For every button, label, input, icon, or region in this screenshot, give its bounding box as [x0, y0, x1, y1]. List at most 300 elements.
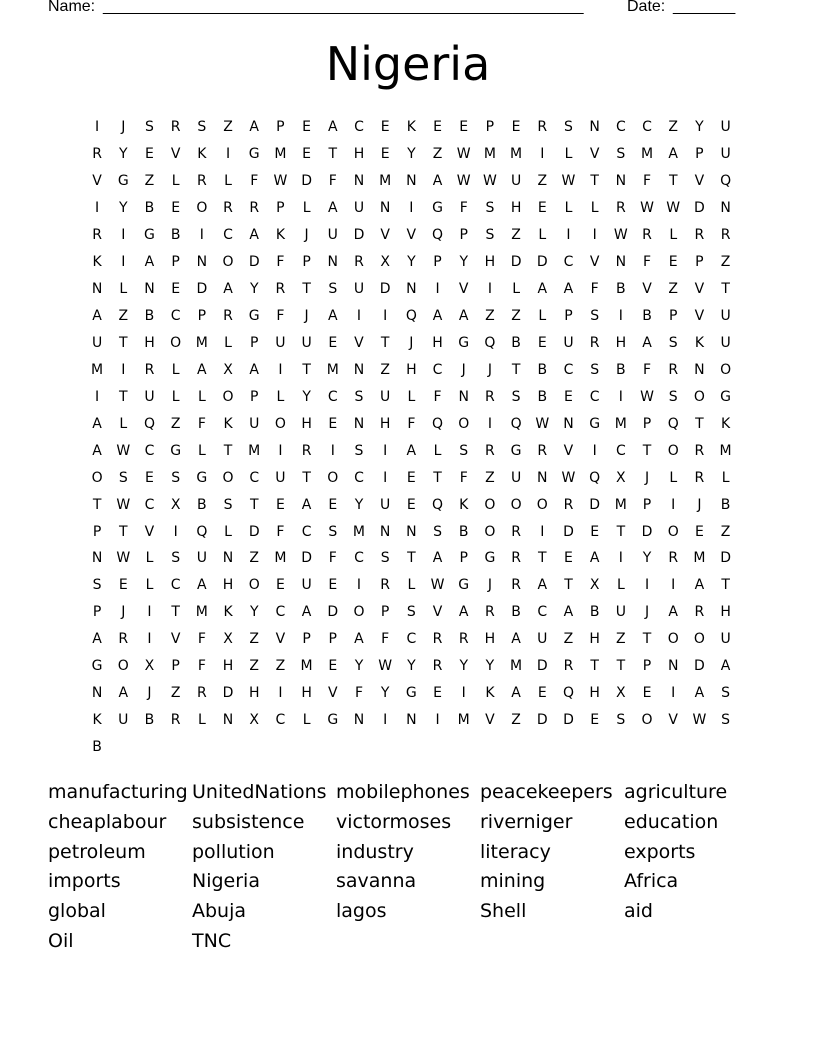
grid-letter: V: [589, 254, 600, 271]
page-title: Nigeria: [325, 37, 491, 91]
grid-letter: I: [173, 523, 178, 540]
header: [0, 0, 816, 18]
grid-letter: Z: [537, 173, 548, 190]
grid-letter: Z: [380, 361, 390, 378]
grid-letter: R: [694, 604, 705, 621]
grid-letter: O: [484, 523, 496, 540]
grid-letter: T: [642, 442, 652, 459]
grid-letter: Q: [562, 685, 574, 702]
grid-letter: K: [459, 496, 469, 513]
grid-letter: H: [301, 685, 312, 702]
grid-letter: D: [248, 254, 260, 271]
grid-letter: M: [91, 361, 104, 378]
grid-letter: F: [328, 173, 337, 190]
grid-letter: E: [302, 119, 312, 136]
grid-letter: N: [353, 173, 365, 190]
grid-letter: J: [147, 685, 152, 702]
grid-letter: S: [380, 550, 390, 567]
grid-letter: F: [250, 173, 259, 190]
grid-letter: Q: [720, 173, 732, 190]
grid-letter: C: [354, 119, 364, 136]
grid-letter: G: [91, 658, 103, 675]
grid-letter: X: [223, 361, 233, 378]
grid-letter: M: [510, 658, 523, 675]
grid-letter: I: [487, 415, 492, 432]
grid-letter: H: [248, 685, 260, 702]
grid-letter: Y: [302, 388, 311, 405]
grid-letter: V: [327, 685, 338, 702]
grid-letter: M: [510, 146, 523, 163]
grid-letter: D: [196, 281, 208, 298]
grid-letter: F: [590, 281, 599, 298]
grid-letter: V: [275, 631, 286, 648]
grid-letter: W: [640, 200, 654, 217]
grid-letter: K: [485, 685, 495, 702]
grid-letter: C: [563, 361, 574, 378]
grid-letter: W: [456, 173, 471, 190]
grid-letter: H: [144, 334, 155, 351]
grid-letter: F: [381, 631, 390, 648]
grid-letter: D: [379, 281, 391, 298]
grid-letter: H: [301, 415, 312, 432]
grid-letter: E: [537, 685, 547, 702]
word-list-item: pollution: [192, 840, 275, 863]
grid-letter: A: [511, 685, 521, 702]
grid-letter: F: [643, 361, 652, 378]
grid-letter: Z: [511, 308, 521, 325]
grid-letter: L: [407, 577, 416, 594]
grid-letter: I: [671, 496, 676, 513]
grid-letter: I: [540, 146, 545, 163]
grid-letter: T: [695, 415, 704, 432]
grid-letter: L: [616, 577, 625, 594]
grid-letter: R: [380, 577, 391, 594]
word-list-item: Abuja: [192, 900, 247, 923]
grid-letter: X: [223, 631, 233, 648]
grid-letter: Z: [668, 119, 679, 136]
grid-letter: L: [669, 469, 678, 486]
word-list-item: lagos: [336, 900, 387, 923]
grid-letter: K: [721, 415, 731, 432]
grid-letter: U: [537, 631, 548, 648]
grid-letter: Z: [432, 146, 443, 163]
grid-letter: Q: [432, 415, 444, 432]
grid-letter: I: [95, 388, 100, 405]
grid-letter: U: [118, 712, 129, 729]
grid-letter: R: [694, 469, 705, 486]
grid-letter: E: [380, 146, 390, 163]
grid-letter: I: [121, 254, 126, 271]
grid-letter: P: [459, 227, 468, 244]
grid-letter: D: [536, 658, 548, 675]
grid-letter: E: [668, 254, 678, 271]
grid-letter: U: [510, 173, 522, 190]
grid-letter: M: [457, 712, 470, 729]
grid-letter: Y: [459, 658, 468, 675]
grid-letter: J: [487, 577, 492, 594]
word-list-item: imports: [48, 870, 121, 893]
grid-letter: B: [144, 308, 155, 325]
grid-letter: P: [328, 631, 337, 648]
grid-letter: I: [566, 227, 571, 244]
grid-letter: C: [589, 388, 600, 405]
grid-letter: S: [118, 469, 128, 486]
grid-letter: W: [116, 550, 131, 567]
grid-letter: F: [433, 388, 442, 405]
grid-letter: R: [92, 146, 102, 163]
grid-letter: O: [458, 415, 470, 432]
grid-letter: R: [196, 685, 207, 702]
grid-letter: I: [147, 604, 152, 621]
grid-letter: U: [380, 388, 391, 405]
grid-letter: Q: [667, 415, 679, 432]
grid-letter: J: [409, 334, 414, 351]
grid-letter: Q: [589, 469, 601, 486]
grid-letter: X: [249, 712, 260, 729]
grid-letter: P: [249, 388, 259, 405]
grid-letter: O: [693, 388, 705, 405]
grid-letter: W: [456, 146, 471, 163]
grid-letter: A: [694, 685, 705, 702]
grid-letter: C: [642, 119, 652, 136]
grid-letter: O: [667, 442, 679, 459]
grid-letter: O: [222, 254, 234, 271]
grid-letter: F: [354, 685, 363, 702]
grid-letter: O: [222, 469, 234, 486]
grid-letter: N: [379, 523, 391, 540]
grid-letter: V: [170, 146, 181, 163]
grid-letter: R: [92, 227, 102, 244]
grid-letter: A: [92, 631, 102, 648]
grid-letter: A: [92, 415, 102, 432]
grid-letter: V: [642, 281, 652, 298]
grid-letter: Z: [720, 254, 731, 271]
grid-letter: B: [197, 496, 207, 513]
grid-letter: I: [383, 442, 388, 459]
grid-letter: V: [170, 631, 181, 648]
grid-letter: D: [694, 658, 705, 675]
grid-letter: Z: [485, 469, 495, 486]
grid-letter: A: [432, 550, 443, 567]
grid-letter: C: [223, 227, 233, 244]
grid-letter: L: [564, 200, 573, 217]
grid-letter: K: [694, 334, 704, 351]
grid-letter: O: [484, 496, 496, 513]
grid-letter: F: [276, 254, 285, 271]
grid-letter: A: [668, 146, 678, 163]
grid-letter: M: [693, 550, 706, 567]
word-list-item: education: [624, 810, 719, 833]
grid-letter: R: [144, 361, 155, 378]
grid-letter: P: [92, 604, 102, 621]
grid-letter: Y: [119, 200, 128, 217]
grid-letter: I: [409, 200, 414, 217]
grid-letter: M: [719, 442, 732, 459]
grid-letter: N: [196, 254, 208, 271]
grid-letter: D: [510, 254, 522, 271]
grid-letter: G: [458, 334, 470, 351]
grid-letter: F: [197, 631, 206, 648]
grid-letter: R: [511, 550, 521, 567]
grid-letter: Z: [249, 631, 260, 648]
grid-letter: T: [668, 173, 678, 190]
grid-letter: Y: [354, 658, 364, 675]
grid-letter: R: [170, 119, 181, 136]
grid-letter: G: [248, 146, 260, 163]
word-list-item: industry: [336, 840, 414, 863]
grid-letter: I: [592, 442, 597, 459]
grid-letter: E: [590, 523, 600, 540]
grid-letter: H: [720, 604, 731, 621]
grid-letter: A: [327, 119, 338, 136]
grid-letter: S: [406, 604, 416, 621]
grid-letter: K: [197, 146, 207, 163]
grid-letter: V: [485, 712, 495, 729]
grid-letter: K: [92, 254, 102, 271]
grid-letter: R: [432, 631, 443, 648]
grid-letter: U: [720, 334, 731, 351]
grid-letter: A: [537, 577, 548, 594]
grid-letter: A: [458, 604, 469, 621]
word-list-item: TNC: [192, 929, 232, 952]
grid-letter: F: [197, 658, 206, 675]
word-list-item: aid: [624, 900, 653, 923]
grid-letter: A: [511, 631, 521, 648]
grid-letter: E: [380, 119, 390, 136]
grid-letter: U: [353, 281, 365, 298]
grid-letter: J: [487, 361, 492, 378]
grid-letter: W: [273, 173, 288, 190]
grid-letter: Z: [144, 173, 155, 190]
grid-letter: R: [170, 712, 181, 729]
grid-letter: E: [171, 200, 181, 217]
grid-letter: T: [223, 442, 233, 459]
grid-letter: E: [118, 577, 128, 594]
grid-letter: P: [459, 550, 468, 567]
grid-letter: O: [353, 604, 365, 621]
grid-letter: T: [380, 334, 390, 351]
grid-letter: D: [248, 523, 260, 540]
grid-letter: P: [380, 604, 390, 621]
grid-letter: I: [383, 712, 388, 729]
grid-letter: T: [590, 658, 599, 675]
grid-letter: G: [248, 308, 260, 325]
grid-letter: J: [304, 308, 309, 325]
grid-letter: V: [354, 334, 364, 351]
grid-letter: Z: [170, 685, 181, 702]
grid-letter: C: [563, 254, 574, 271]
grid-letter: N: [615, 173, 627, 190]
grid-letter: Z: [511, 712, 521, 729]
grid-letter: X: [616, 685, 626, 702]
grid-letter: E: [537, 334, 547, 351]
grid-letter: I: [199, 227, 204, 244]
grid-letter: B: [144, 200, 155, 217]
grid-letter: N: [327, 254, 339, 271]
grid-letter: C: [144, 442, 155, 459]
grid-letter: L: [145, 577, 154, 594]
grid-letter: W: [430, 577, 445, 594]
grid-letter: A: [354, 631, 364, 648]
grid-letter: F: [276, 308, 285, 325]
grid-letter: L: [590, 200, 599, 217]
grid-letter: L: [564, 146, 573, 163]
grid-letter: P: [92, 523, 102, 540]
grid-letter: B: [92, 739, 102, 756]
grid-letter: N: [353, 712, 365, 729]
grid-letter: L: [197, 442, 206, 459]
grid-letter: I: [356, 308, 362, 325]
grid-letter: I: [618, 550, 623, 567]
grid-letter: G: [720, 388, 732, 405]
grid-letter: V: [668, 712, 678, 729]
grid-letter: Z: [485, 308, 495, 325]
grid-letter: V: [144, 523, 155, 540]
grid-letter: M: [300, 658, 313, 675]
grid-letter: J: [461, 361, 466, 378]
grid-letter: T: [302, 281, 311, 298]
grid-letter: A: [668, 604, 678, 621]
grid-letter: A: [249, 227, 259, 244]
grid-letter: Q: [432, 496, 444, 513]
name-label: Name:: [48, 0, 96, 15]
grid-letter: H: [406, 361, 417, 378]
grid-letter: P: [642, 496, 652, 513]
grid-letter: P: [564, 308, 573, 325]
grid-letter: C: [144, 496, 155, 513]
grid-letter: S: [616, 146, 626, 163]
grid-letter: P: [433, 254, 442, 271]
grid-letter: N: [91, 550, 103, 567]
grid-letter: B: [458, 523, 469, 540]
grid-letter: J: [121, 604, 126, 621]
grid-letter: L: [512, 281, 520, 298]
grid-letter: G: [327, 712, 339, 729]
grid-letter: T: [433, 469, 442, 486]
grid-letter: Q: [484, 334, 496, 351]
grid-letter: I: [147, 631, 152, 648]
grid-letter: B: [537, 361, 548, 378]
word-list-item: Africa: [624, 870, 679, 893]
grid-letter: C: [354, 550, 364, 567]
grid-letter: Y: [249, 281, 259, 298]
grid-letter: G: [510, 442, 522, 459]
grid-letter: K: [223, 604, 233, 621]
grid-letter: K: [406, 119, 416, 136]
grid-letter: L: [119, 415, 128, 432]
grid-letter: M: [614, 496, 627, 513]
grid-letter: U: [720, 146, 731, 163]
grid-letter: R: [458, 631, 469, 648]
grid-letter: E: [406, 496, 416, 513]
grid-letter: F: [643, 254, 652, 271]
grid-letter: M: [379, 173, 392, 190]
grid-letter: A: [694, 577, 705, 594]
grid-letter: Y: [459, 254, 468, 271]
grid-letter: G: [405, 685, 417, 702]
grid-letter: T: [538, 550, 547, 567]
grid-letter: S: [668, 334, 678, 351]
grid-letter: L: [538, 308, 547, 325]
grid-letter: L: [145, 550, 154, 567]
grid-letter: Q: [510, 415, 522, 432]
grid-letter: R: [118, 631, 129, 648]
grid-letter: G: [144, 227, 155, 244]
grid-letter: M: [195, 334, 208, 351]
grid-letter: S: [171, 550, 181, 567]
grid-letter: E: [537, 200, 547, 217]
grid-letter: J: [644, 469, 650, 486]
grid-letter: T: [721, 577, 730, 594]
grid-letter: T: [642, 631, 652, 648]
grid-letter: E: [433, 119, 442, 136]
word-list: [48, 778, 768, 957]
grid-letter: E: [642, 685, 652, 702]
grid-letter: T: [119, 388, 128, 405]
grid-letter: I: [618, 308, 623, 325]
grid-letter: N: [406, 281, 417, 298]
grid-letter: T: [302, 361, 311, 378]
grid-letter: S: [616, 712, 626, 729]
grid-letter: H: [379, 415, 391, 432]
grid-letter: N: [458, 388, 469, 405]
grid-letter: O: [91, 469, 103, 486]
grid-letter: W: [535, 415, 550, 432]
grid-letter: I: [121, 361, 126, 378]
grid-letter: Z: [118, 308, 129, 325]
grid-letter: T: [171, 604, 180, 621]
grid-letter: T: [119, 334, 128, 351]
grid-letter: Z: [249, 658, 260, 675]
grid-letter: P: [171, 254, 180, 271]
grid-letter: R: [563, 658, 574, 675]
grid-letter: C: [170, 577, 181, 594]
grid-letter: V: [694, 308, 705, 325]
grid-letter: O: [667, 631, 679, 648]
grid-letter: D: [694, 200, 705, 217]
grid-letter: B: [170, 227, 181, 244]
word-list-item: Shell: [480, 900, 527, 923]
grid-letter: Y: [119, 146, 128, 163]
grid-letter: L: [407, 388, 416, 405]
word-list-item: UnitedNations: [192, 781, 327, 803]
grid-letter: Y: [485, 658, 495, 675]
grid-letter: F: [276, 523, 285, 540]
grid-letter: Q: [143, 415, 155, 432]
grid-letter: S: [354, 388, 364, 405]
grid-letter: S: [485, 200, 495, 217]
grid-letter: K: [275, 227, 285, 244]
grid-letter: I: [278, 685, 283, 702]
grid-letter: W: [692, 712, 707, 729]
grid-letter: O: [196, 200, 208, 217]
grid-letter: L: [224, 173, 232, 190]
grid-letter: N: [353, 415, 365, 432]
grid-letter: O: [222, 388, 234, 405]
word-list-item: mining: [480, 870, 546, 893]
grid-letter: R: [615, 200, 626, 217]
grid-letter: U: [510, 469, 522, 486]
grid-letter: Z: [616, 631, 626, 648]
grid-letter: R: [301, 442, 312, 459]
grid-letter: V: [589, 146, 600, 163]
grid-letter: V: [380, 227, 390, 244]
grid-letter: I: [383, 308, 388, 325]
grid-letter: L: [119, 281, 128, 298]
grid-letter: E: [328, 658, 338, 675]
word-list-item: subsistence: [192, 810, 305, 833]
grid-letter: D: [222, 685, 234, 702]
